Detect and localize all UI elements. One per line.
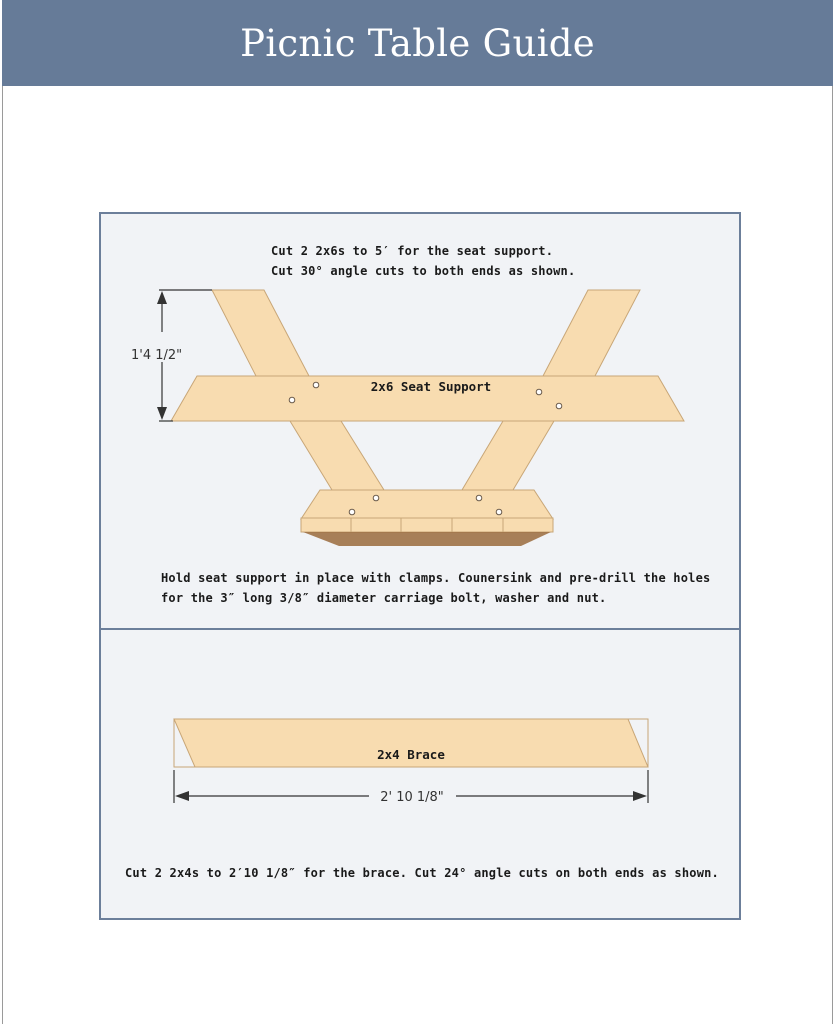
brace-panel <box>99 628 741 920</box>
tabletop-shadow <box>303 532 551 546</box>
seat-support-panel <box>99 212 741 630</box>
clamp-note-line-1: Hold seat support in place with clamps. Counersink and pre-drill the holes <box>161 571 711 585</box>
tabletop-end-board <box>301 490 553 519</box>
page-title: Picnic Table Guide <box>240 21 595 65</box>
right-leg-lower <box>462 421 554 490</box>
brace-note: Cut 2 2x4s to 2′10 1/8″ for the brace. Cut 24° angle cuts on both ends as shown. <box>125 866 719 880</box>
clamp-note-line-2: for the 3″ long 3/8″ diameter carriage bolt, washer and nut. <box>161 591 607 605</box>
seat-board-label: 2x6 Seat Support <box>370 379 492 394</box>
page-header <box>2 0 833 86</box>
left-leg-lower <box>290 421 384 490</box>
tabletop-planks <box>301 518 553 532</box>
brace-board-label: 2x4 Brace <box>377 747 445 762</box>
seat-note-line-1: Cut 2 2x6s to 5′ for the seat support. <box>271 244 554 258</box>
height-dimension-label: 1'4 1/2" <box>131 348 183 363</box>
right-leg-upper <box>543 290 640 376</box>
seat-note-line-2: Cut 30° angle cuts to both ends as shown. <box>271 264 576 278</box>
seat-support-diagram <box>101 214 739 628</box>
length-dimension-label: 2' 10 1/8" <box>380 790 444 805</box>
left-leg-upper <box>212 290 309 376</box>
